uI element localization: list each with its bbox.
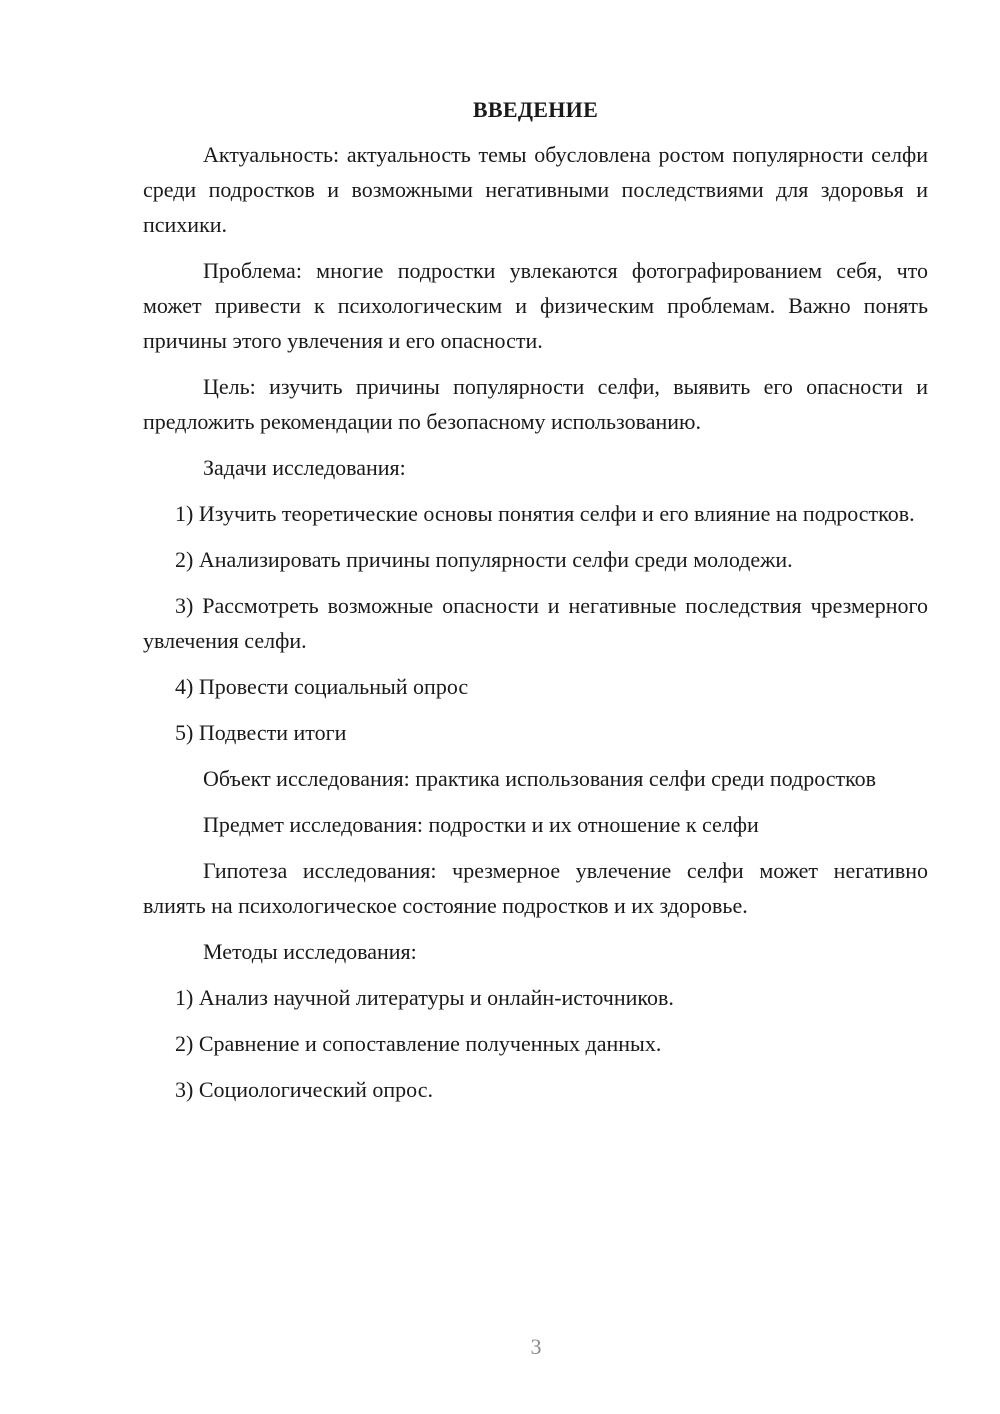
paragraph-goal: Цель: изучить причины популярности селфи, выявить его опасности и предложить рекомендации по безопасному использованию. [143, 374, 928, 434]
paragraph-tasks-heading: Задачи исследования: [203, 455, 406, 480]
paragraph-subject: Предмет исследования: подростки и их отношение к селфи [203, 812, 759, 837]
method-item-2: 2) Сравнение и сопоставление полученных данных. [175, 1031, 662, 1056]
page-content [143, 92, 928, 1118]
task-item-2: 2) Анализировать причины популярности селфи среди молодежи. [175, 547, 793, 572]
method-item-3: 3) Социологический опрос. [175, 1077, 433, 1102]
method-item-1: 1) Анализ научной литературы и онлайн-источников. [175, 985, 674, 1010]
page-title: ВВЕДЕНИЕ [472, 97, 599, 122]
paragraph-problem: Проблема: многие подростки увлекаются фотографированием себя, что может привести к психологическим и физическим проблемам. Важно понять причины этого увлечения и его опасности. [143, 258, 928, 353]
task-item-3: 3) Рассмотреть возможные опасности и негативные последствия чрезмерного увлечения селфи. [143, 593, 928, 653]
paragraph-object: Объект исследования: практика использования селфи среди подростков [203, 766, 877, 791]
task-item-1: 1) Изучить теоретические основы понятия селфи и его влияние на подростков. [175, 501, 915, 526]
paragraph-relevance: Актуальность: актуальность темы обусловлена ростом популярности селфи среди подростков и возможными негативными последствиями для здоровья и психики. [143, 142, 928, 237]
task-item-5: 5) Подвести итоги [175, 720, 347, 745]
paragraph-hypothesis: Гипотеза исследования: чрезмерное увлечение селфи может негативно влиять на психологическое состояние подростков и их здоровье. [143, 858, 928, 918]
paragraph-methods-heading: Методы исследования: [203, 939, 417, 964]
task-item-4: 4) Провести социальный опрос [175, 674, 469, 699]
page-number: 3 [530, 1334, 542, 1359]
